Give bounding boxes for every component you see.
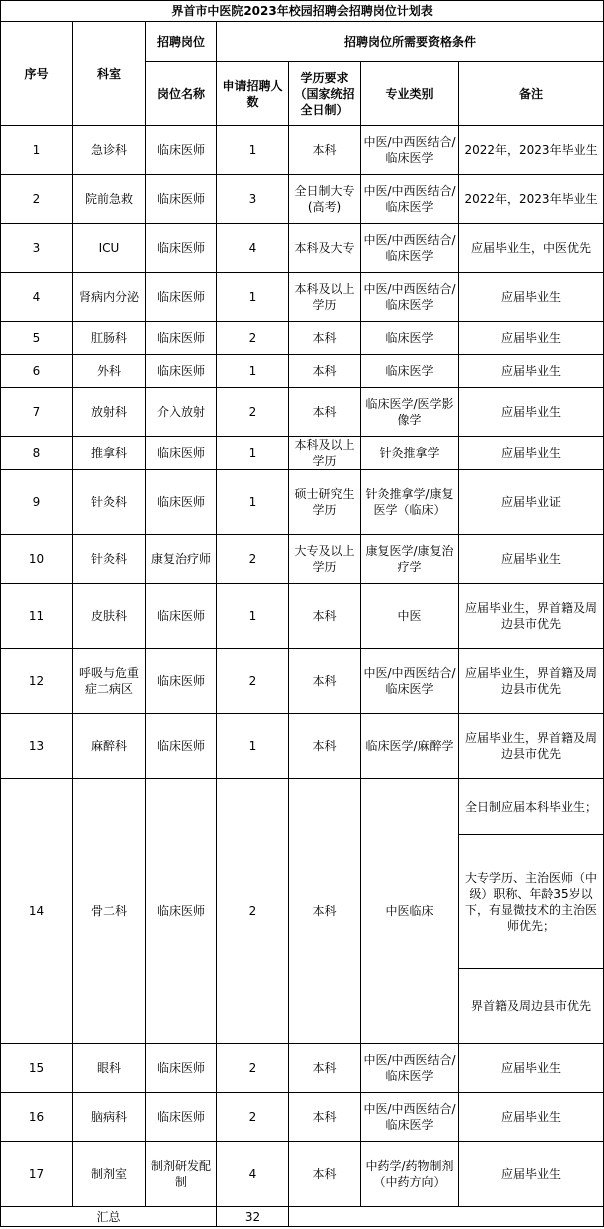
row-education: 本科及大专 xyxy=(289,224,361,273)
row-index: 13 xyxy=(1,714,73,779)
header-education: 学历要求（国家统招全日制） xyxy=(289,62,361,126)
row-major: 康复医学/康复治疗学 xyxy=(361,535,459,584)
row-index: 7 xyxy=(1,388,73,437)
row-position: 临床医师 xyxy=(146,1093,217,1142)
row-remark: 全日制应届本科毕业生； xyxy=(459,779,604,835)
row-dept: 放射科 xyxy=(73,388,146,437)
row-position: 临床医师 xyxy=(146,322,217,355)
row-position: 临床医师 xyxy=(146,470,217,535)
row-position: 康复治疗师 xyxy=(146,535,217,584)
row-index: 2 xyxy=(1,175,73,224)
row-position: 制剂研发配制 xyxy=(146,1142,217,1207)
row-dept: 急诊科 xyxy=(73,126,146,175)
row-position: 临床医师 xyxy=(146,649,217,714)
row-major: 中医/中西医结合/临床医学 xyxy=(361,126,459,175)
row-major: 针灸推拿学 xyxy=(361,437,459,470)
row-dept: 院前急救 xyxy=(73,175,146,224)
row-dept: 针灸科 xyxy=(73,535,146,584)
row-major: 中医/中西医结合/临床医学 xyxy=(361,649,459,714)
row-remark: 大专学历、主治医师（中级）职称、年龄35岁以下，有显微技术的主治医师优先； xyxy=(459,835,604,969)
row-index: 17 xyxy=(1,1142,73,1207)
row-dept: 眼科 xyxy=(73,1044,146,1093)
header-position-group: 招聘岗位 xyxy=(146,22,217,62)
header-conditions-group: 招聘岗位所需要资格条件 xyxy=(217,22,604,62)
row-position: 临床医师 xyxy=(146,224,217,273)
row-dept: 肾病内分泌 xyxy=(73,273,146,322)
table-row xyxy=(1,273,604,322)
row-position: 临床医师 xyxy=(146,714,217,779)
row-education: 本科 xyxy=(289,779,361,1044)
row-count: 2 xyxy=(217,649,289,714)
row-dept: 脑病科 xyxy=(73,1093,146,1142)
row-count: 2 xyxy=(217,1093,289,1142)
row-index: 14 xyxy=(1,779,73,1044)
table-row xyxy=(1,535,604,584)
row-count: 4 xyxy=(217,1142,289,1207)
table-row xyxy=(1,1093,604,1142)
row-position: 临床医师 xyxy=(146,175,217,224)
row-dept: 皮肤科 xyxy=(73,584,146,649)
row-remark: 应届毕业生 xyxy=(459,355,604,388)
row-remark: 应届毕业生，界首籍及周边县市优先 xyxy=(459,584,604,649)
table-row xyxy=(1,388,604,437)
row-education: 本科 xyxy=(289,1044,361,1093)
table-row xyxy=(1,649,604,714)
row-count: 1 xyxy=(217,126,289,175)
total-row xyxy=(1,1207,604,1227)
table-row xyxy=(1,1142,604,1207)
row-dept: 骨二科 xyxy=(73,779,146,1044)
row-position: 临床医师 xyxy=(146,355,217,388)
header-major: 专业类别 xyxy=(361,62,459,126)
row-index: 16 xyxy=(1,1093,73,1142)
row-count: 1 xyxy=(217,273,289,322)
row-position: 临床医师 xyxy=(146,273,217,322)
row-remark: 2022年，2023年毕业生 xyxy=(459,175,604,224)
row-remark: 应届毕业生 xyxy=(459,273,604,322)
row-remark: 应届毕业证 xyxy=(459,470,604,535)
table-row xyxy=(1,175,604,224)
table-row xyxy=(1,126,604,175)
row-index: 3 xyxy=(1,224,73,273)
row-remark: 应届毕业生 xyxy=(459,388,604,437)
row-index: 12 xyxy=(1,649,73,714)
row-index: 6 xyxy=(1,355,73,388)
row-education: 全日制大专(高考) xyxy=(289,175,361,224)
row-dept: 肛肠科 xyxy=(73,322,146,355)
row-major: 针灸推拿学/康复医学（临床） xyxy=(361,470,459,535)
row-remark: 应届毕业生 xyxy=(459,1093,604,1142)
row-remark: 2022年，2023年毕业生 xyxy=(459,126,604,175)
row-education: 本科 xyxy=(289,649,361,714)
row-major: 中医/中西医结合/临床医学 xyxy=(361,1044,459,1093)
row-major: 中医/中西医结合/临床医学 xyxy=(361,175,459,224)
header-remark: 备注 xyxy=(459,62,604,126)
row-dept: ICU xyxy=(73,224,146,273)
row-remark: 应届毕业生 xyxy=(459,1044,604,1093)
row-dept: 推拿科 xyxy=(73,437,146,470)
row-remark: 应届毕业生 xyxy=(459,535,604,584)
row-education: 大专及以上学历 xyxy=(289,535,361,584)
row-position: 介入放射 xyxy=(146,388,217,437)
row-count: 1 xyxy=(217,437,289,470)
row-remark: 应届毕业生，界首籍及周边县市优先 xyxy=(459,714,604,779)
row-count: 2 xyxy=(217,535,289,584)
row-major: 临床医学/麻醉学 xyxy=(361,714,459,779)
row-major: 临床医学 xyxy=(361,322,459,355)
row-major: 中医 xyxy=(361,584,459,649)
row-education: 本科 xyxy=(289,1142,361,1207)
row-major: 临床医学 xyxy=(361,355,459,388)
row-major: 中医/中西医结合/临床医学 xyxy=(361,224,459,273)
row-major: 中医/中西医结合/临床医学 xyxy=(361,273,459,322)
row-count: 2 xyxy=(217,322,289,355)
row-remark: 应届毕业生 xyxy=(459,322,604,355)
row-education: 本科 xyxy=(289,714,361,779)
row-index: 9 xyxy=(1,470,73,535)
row-education: 硕士研究生学历 xyxy=(289,470,361,535)
row-education: 本科 xyxy=(289,322,361,355)
row-major: 中医/中西医结合/临床医学 xyxy=(361,1093,459,1142)
table-row xyxy=(1,470,604,535)
row-count: 1 xyxy=(217,714,289,779)
table-row xyxy=(1,779,604,835)
table-row xyxy=(1,714,604,779)
row-education: 本科 xyxy=(289,1093,361,1142)
row-remark: 应届毕业生，界首籍及周边县市优先 xyxy=(459,649,604,714)
row-count: 1 xyxy=(217,470,289,535)
row-education: 本科 xyxy=(289,126,361,175)
table-row xyxy=(1,584,604,649)
total-blank xyxy=(289,1207,604,1227)
table-title: 界首市中医院2023年校园招聘会招聘岗位计划表 xyxy=(1,1,604,22)
header-count: 申请招聘人数 xyxy=(217,62,289,126)
header-dept: 科室 xyxy=(73,22,146,126)
row-remark: 应届毕业生 xyxy=(459,437,604,470)
row-count: 2 xyxy=(217,388,289,437)
row-education: 本科 xyxy=(289,584,361,649)
table-row xyxy=(1,355,604,388)
row-position: 临床医师 xyxy=(146,437,217,470)
row-index: 1 xyxy=(1,126,73,175)
row-education: 本科及以上学历 xyxy=(289,437,361,470)
row-dept: 制剂室 xyxy=(73,1142,146,1207)
header-position-name: 岗位名称 xyxy=(146,62,217,126)
row-index: 4 xyxy=(1,273,73,322)
table-row xyxy=(1,1044,604,1093)
total-count: 32 xyxy=(217,1207,289,1227)
row-major: 中药学/药物制剂（中药方向） xyxy=(361,1142,459,1207)
row-index: 10 xyxy=(1,535,73,584)
row-position: 临床医师 xyxy=(146,779,217,1044)
row-count: 4 xyxy=(217,224,289,273)
total-label: 汇总 xyxy=(1,1207,217,1227)
row-dept: 针灸科 xyxy=(73,470,146,535)
row-dept: 外科 xyxy=(73,355,146,388)
row-major: 中医临床 xyxy=(361,779,459,1044)
row-index: 5 xyxy=(1,322,73,355)
row-index: 8 xyxy=(1,437,73,470)
table-row xyxy=(1,224,604,273)
row-education: 本科 xyxy=(289,355,361,388)
row-count: 2 xyxy=(217,1044,289,1093)
row-count: 1 xyxy=(217,584,289,649)
row-count: 1 xyxy=(217,355,289,388)
row-remark: 应届毕业生，中医优先 xyxy=(459,224,604,273)
row-major: 临床医学/医学影像学 xyxy=(361,388,459,437)
row-education: 本科及以上学历 xyxy=(289,273,361,322)
table-row xyxy=(1,437,604,470)
header-index: 序号 xyxy=(1,22,73,126)
row-count: 3 xyxy=(217,175,289,224)
table-row xyxy=(1,322,604,355)
row-position: 临床医师 xyxy=(146,1044,217,1093)
row-count: 2 xyxy=(217,779,289,1044)
row-position: 临床医师 xyxy=(146,584,217,649)
row-index: 15 xyxy=(1,1044,73,1093)
row-dept: 呼吸与危重症二病区 xyxy=(73,649,146,714)
row-position: 临床医师 xyxy=(146,126,217,175)
row-dept: 麻醉科 xyxy=(73,714,146,779)
row-education: 本科 xyxy=(289,388,361,437)
row-remark: 应届毕业生 xyxy=(459,1142,604,1207)
row-remark: 界首籍及周边县市优先 xyxy=(459,969,604,1044)
row-index: 11 xyxy=(1,584,73,649)
